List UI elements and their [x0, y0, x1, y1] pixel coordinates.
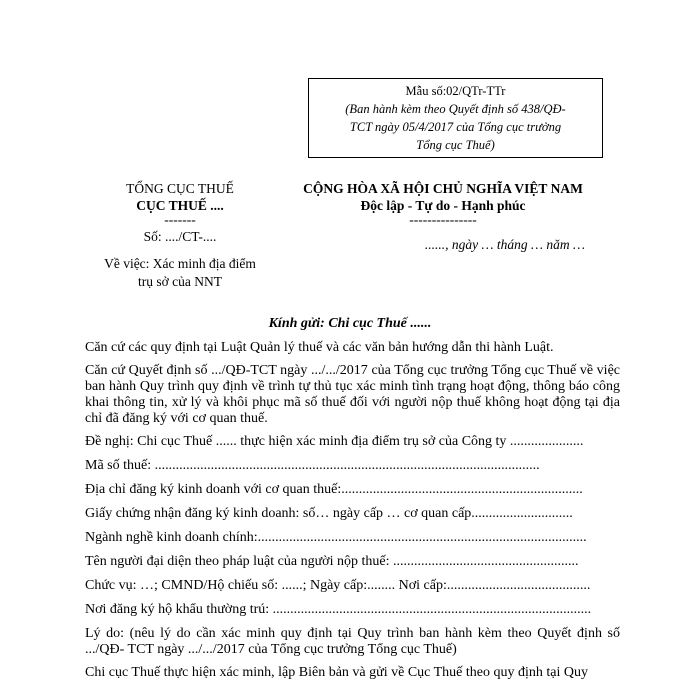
issued-note-line-1: (Ban hành kèm theo Quyết định số 438/QĐ-	[345, 102, 566, 116]
form-number-box	[308, 78, 603, 158]
tax-code-field: Mã số thuế: ..............................................................................................................	[85, 458, 540, 473]
recipient-line: Kính gửi: Chi cục Thuế ......	[268, 316, 432, 331]
agency-divider: -------	[164, 212, 196, 227]
subject-line-1: Về việc: Xác minh địa điểm	[104, 256, 256, 271]
representative-field: Tên người đại diện theo pháp luật của người nộp thuế: .....................................................	[85, 554, 579, 569]
legal-basis-1: Căn cứ các quy định tại Luật Quản lý thuế và các văn bản hướng dẫn thi hành Luật.	[85, 340, 554, 355]
industry-field: Ngành nghề kinh doanh chính:..............................................................................................	[85, 530, 587, 545]
issued-note-line-2: TCT ngày 05/4/2017 của Tổng cục trưởng	[349, 120, 562, 134]
nation-title: CỘNG HÒA XÃ HỘI CHỦ NGHĨA VIỆT NAM	[303, 181, 583, 196]
reason-paragraph: Lý do: (nêu lý do cần xác minh quy định tại Quy trình ban hành kèm theo Quyết định số .../QĐ- TCT ngày .../.../2017 của Tổng cục trưởng Tổng cục Thuế)	[85, 626, 620, 657]
subject-block	[85, 255, 275, 291]
document-number: Số: ..../CT-....	[143, 229, 217, 244]
form-number: Mẫu số:02/QTr-TTr	[405, 84, 506, 98]
residence-field: Nơi đăng ký hộ khẩu thường trú: ...........................................................................................	[85, 602, 592, 617]
closing-paragraph: Chi cục Thuế thực hiện xác minh, lập Biên bản và gửi về Cục Thuế theo quy định tại Quy	[85, 665, 588, 680]
agency-header	[85, 180, 275, 245]
certificate-field: Giấy chứng nhận đăng ký kinh doanh: số… ngày cấp … cơ quan cấp.............................	[85, 506, 573, 521]
address-field: Địa chỉ đăng ký kinh doanh với cơ quan thuế:.....................................................................	[85, 482, 583, 497]
issued-note-line-3: Tổng cục Thuế)	[416, 138, 495, 152]
position-field: Chức vụ: …; CMND/Hộ chiếu số: ......; Ngày cấp:........ Nơi cấp:.........................................	[85, 578, 591, 593]
date-line: ......, ngày … tháng … năm …	[424, 237, 586, 252]
request-line: Đề nghị: Chi cục Thuế ...... thực hiện xác minh địa điểm trụ sở của Công ty .....................	[85, 434, 584, 449]
legal-basis-2: Căn cứ Quyết định số .../QĐ-TCT ngày .../.../2017 của Tổng cục trưởng Tổng cục Thuế về việc ban hành Quy trình quy định về trình tự thủ tục xác minh tình trạng hoạt động, thông báo công khai thông tin, xử lý và khôi phục mã số thuế đối với người nộp thuế không hoạt động tại địa chỉ đã đăng ký với cơ quan thuế.	[85, 363, 620, 426]
subject-line-2: trụ sở của NNT	[138, 274, 222, 289]
letter-body	[85, 340, 620, 689]
agency-name: TỔNG CỤC THUẾ	[126, 181, 234, 196]
national-divider: ---------------	[409, 212, 477, 227]
national-motto: Độc lập - Tự do - Hạnh phúc	[360, 198, 526, 213]
national-header	[268, 180, 618, 228]
department-name: CỤC THUẾ ....	[136, 198, 224, 213]
